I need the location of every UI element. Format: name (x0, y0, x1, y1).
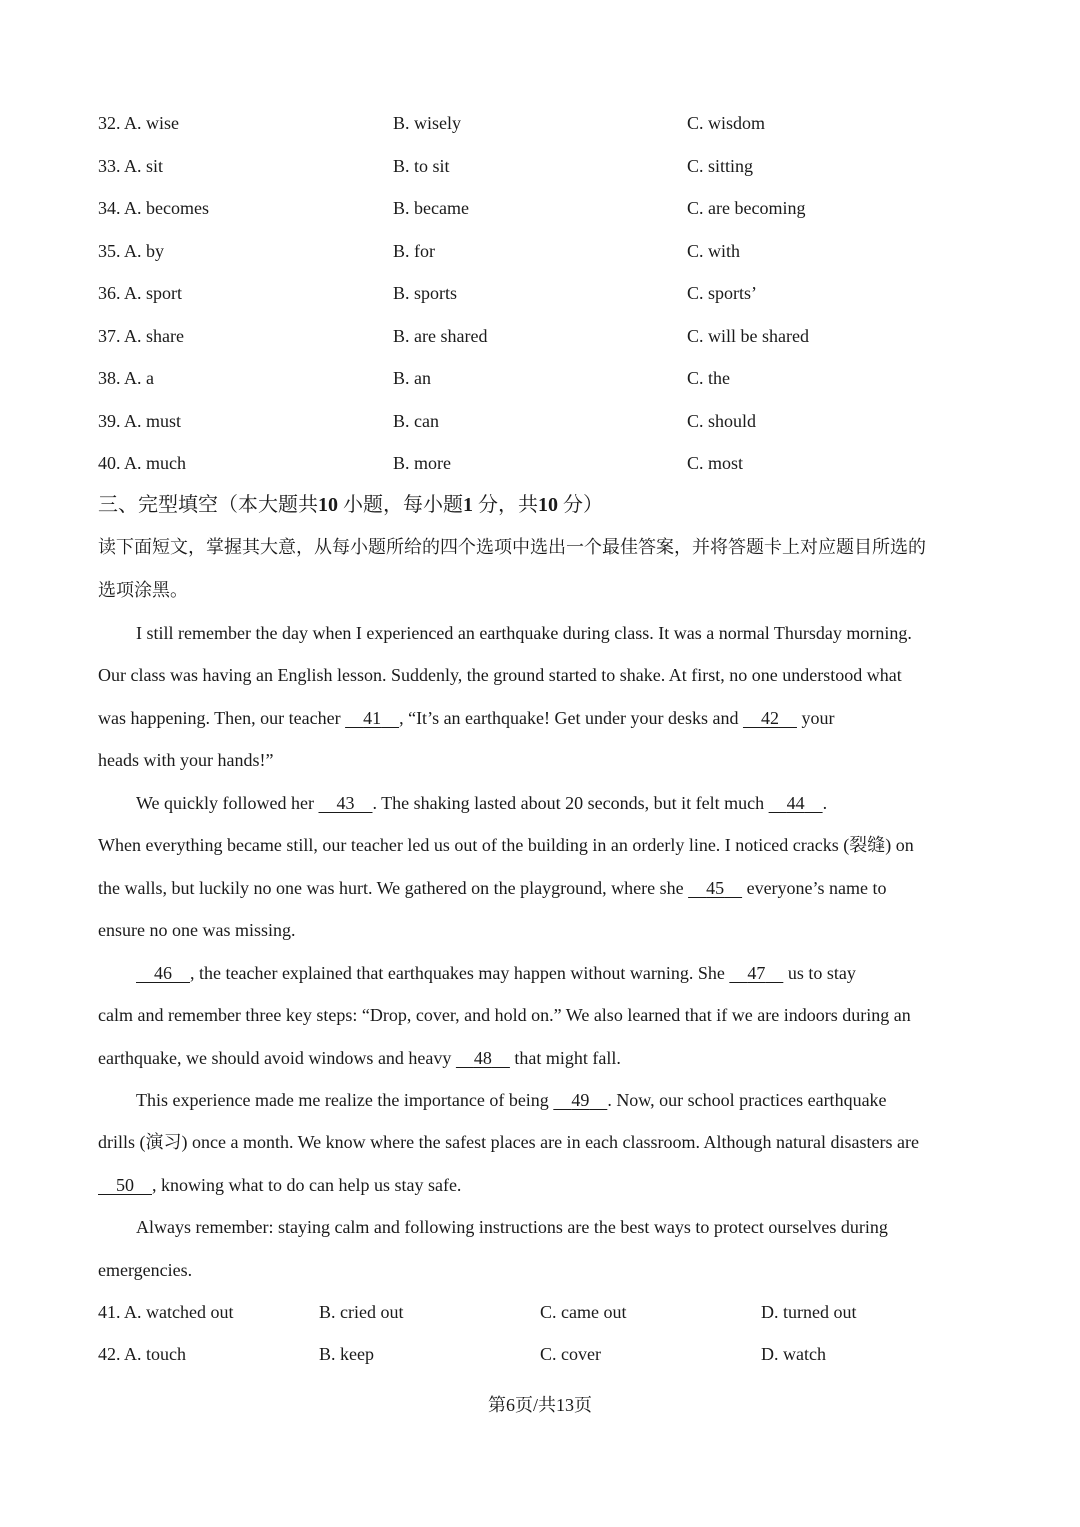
passage-line (98, 873, 988, 903)
heading-number: 10 (538, 494, 558, 516)
passage-text: earthquake, we should avoid windows and heavy (98, 1048, 456, 1068)
option-b: B. for (393, 241, 435, 261)
passage-line (98, 788, 1026, 818)
option-b: B. are shared (393, 326, 488, 346)
option-a: 34. A. becomes (98, 198, 209, 218)
option-b: B. keep (319, 1344, 374, 1364)
option-c: C. came out (540, 1302, 627, 1322)
blank-45: 45 (706, 878, 725, 898)
option-c: C. sitting (687, 156, 754, 176)
passage-text: your (796, 708, 835, 728)
passage-line: emergencies. (98, 1260, 193, 1280)
passage-text: This experience made me realize the importance of being (136, 1090, 554, 1110)
passage-line (98, 958, 1026, 988)
heading-text-pre: 三、完型填空（本大题共 (98, 494, 318, 516)
blank-43: 43 (336, 793, 355, 813)
heading-text-post: 分） (563, 494, 603, 516)
page-number: 第6页/共13页 (487, 1395, 592, 1415)
passage-line: heads with your hands!” (98, 750, 274, 770)
option-a: 36. A. sport (98, 283, 183, 303)
passage-line: ensure no one was missing. (98, 920, 296, 940)
blank-46: 46 (154, 963, 172, 983)
option-c: C. most (687, 453, 744, 473)
passage-text: that might fall. (509, 1048, 621, 1068)
blank-41: 41 (363, 708, 382, 728)
option-b: B. wisely (393, 113, 462, 133)
passage-text: was happening. Then, our teacher (98, 708, 346, 728)
passage-line (98, 1170, 988, 1200)
blank-47: 47 (747, 963, 766, 983)
option-a: 41. A. watched out (98, 1302, 234, 1322)
option-a: 33. A. sit (98, 156, 164, 176)
passage-line: I still remember the day when I experienced an earthquake during class. It was a normal Thursday morning. (136, 623, 912, 643)
passage-text: . Now, our school practices earthquake (607, 1090, 887, 1110)
option-b: B. sports (393, 283, 458, 303)
option-d: D. turned out (761, 1302, 857, 1322)
option-c: C. will be shared (687, 326, 809, 346)
heading-number: 10 (318, 494, 338, 516)
blank-49: 49 (571, 1090, 590, 1110)
blank-44: 44 (786, 793, 805, 813)
blank-50: 50 (116, 1175, 134, 1195)
option-d: D. watch (761, 1344, 826, 1364)
option-c: C. wisdom (687, 113, 766, 133)
heading-number: 1 (463, 494, 473, 516)
option-a: 39. A. must (98, 411, 182, 431)
passage-line (98, 1085, 1026, 1115)
passage-line: drills (演习) once a month. We know where the safest places are in each classroom. Although natural disasters are (98, 1132, 919, 1152)
option-c: C. are becoming (687, 198, 806, 218)
option-c: C. should (687, 411, 757, 431)
instruction-line: 读下面短文，掌握其大意，从每小题所给的四个选项中选出一个最佳答案，并将答题卡上对应题目所选的 (98, 537, 926, 557)
passage-text: . (822, 793, 828, 813)
passage-text: us to stay (783, 963, 856, 983)
passage-text: . The shaking lasted about 20 seconds, but it felt much (372, 793, 769, 813)
option-b: B. more (393, 453, 451, 473)
passage-line (98, 703, 988, 733)
blank-42: 42 (760, 708, 779, 728)
option-c: C. sports’ (687, 283, 758, 303)
option-a: 35. A. by (98, 241, 165, 261)
blank-48: 48 (473, 1048, 492, 1068)
passage-text: , knowing what to do can help us stay safe. (152, 1175, 462, 1195)
option-b: B. an (393, 368, 431, 388)
option-b: B. can (393, 411, 439, 431)
option-b: B. became (393, 198, 469, 218)
passage-line: Our class was having an English lesson. Suddenly, the ground started to shake. At first, no one understood what (98, 665, 902, 685)
option-c: C. with (687, 241, 741, 261)
passage-text: We quickly followed her (136, 793, 319, 813)
option-a: 32. A. wise (98, 113, 179, 133)
passage-line: When everything became still, our teacher led us out of the building in an orderly line. I noticed cracks (裂缝) on (98, 835, 914, 855)
option-b: B. to sit (393, 156, 450, 176)
option-a: 38. A. a (98, 368, 154, 388)
heading-text-mid: 小题，每小题 (343, 494, 463, 516)
passage-text: , “It’s an earthquake! Get under your desks and (399, 708, 743, 728)
option-a: 37. A. share (98, 326, 184, 346)
passage-line (98, 1043, 988, 1073)
passage-text: , the teacher explained that earthquakes may happen without warning. She (190, 963, 730, 983)
heading-text-mid: 分，共 (478, 494, 538, 516)
passage-line: calm and remember three key steps: “Drop, cover, and hold on.” We also learned that if we are indoors during an (98, 1005, 911, 1025)
option-a: 40. A. much (98, 453, 186, 473)
passage-line: Always remember: staying calm and following instructions are the best ways to protect ourselves during (136, 1217, 888, 1237)
section-heading (98, 489, 603, 521)
option-a: 42. A. touch (98, 1344, 186, 1364)
option-b: B. cried out (319, 1302, 404, 1322)
instruction-line: 选项涂黑。 (98, 580, 188, 600)
option-c: C. the (687, 368, 730, 388)
passage-text: everyone’s name to (742, 878, 887, 898)
option-c: C. cover (540, 1344, 601, 1364)
passage-text: the walls, but luckily no one was hurt. We gathered on the playground, where she (98, 878, 689, 898)
